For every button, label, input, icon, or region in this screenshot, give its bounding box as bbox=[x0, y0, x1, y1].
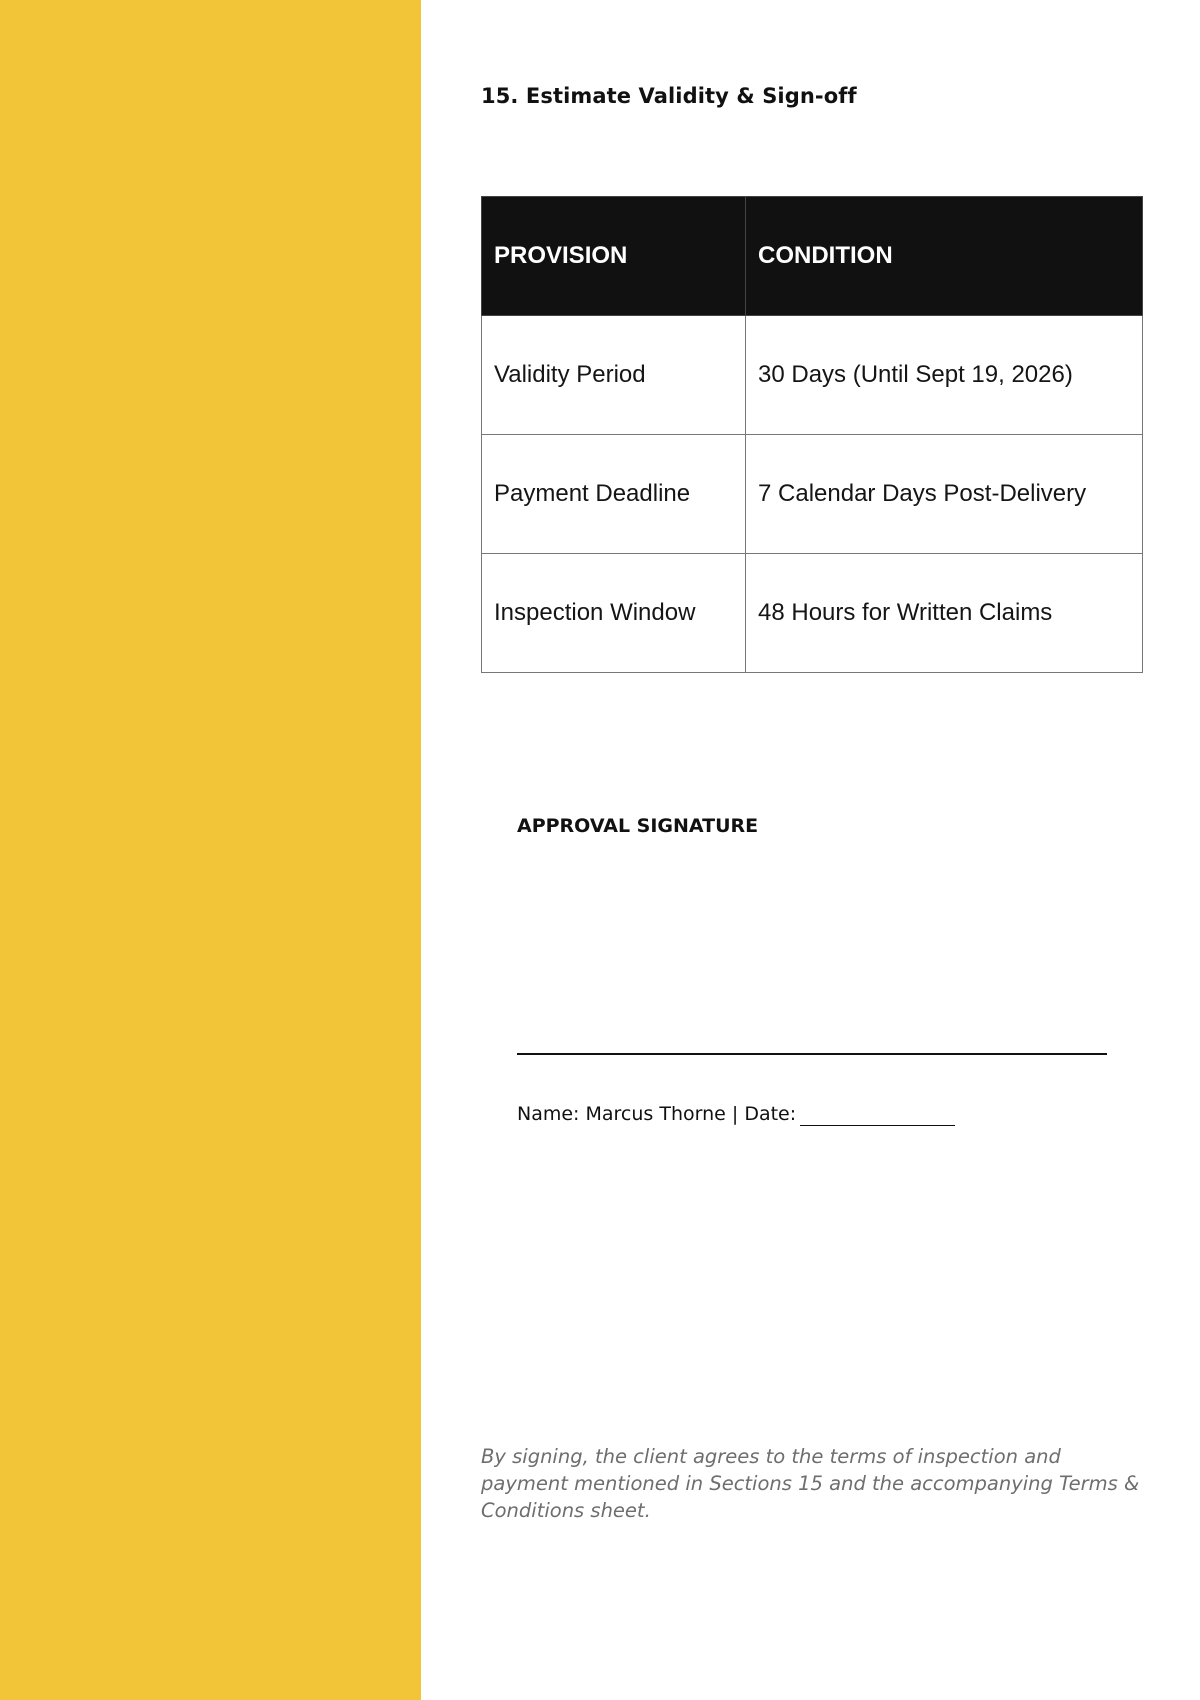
signature-line bbox=[517, 1053, 1107, 1055]
provision-cell: Inspection Window bbox=[482, 554, 746, 673]
condition-cell: 30 Days (Until Sept 19, 2026) bbox=[746, 316, 1143, 435]
header-condition: CONDITION bbox=[746, 197, 1143, 316]
page-content bbox=[481, 0, 1142, 1700]
signature-name-line bbox=[517, 1103, 955, 1126]
approval-signature-label: APPROVAL SIGNATURE bbox=[517, 815, 759, 837]
section-title: 15. Estimate Validity & Sign-off bbox=[481, 84, 857, 108]
condition-cell: 48 Hours for Written Claims bbox=[746, 554, 1143, 673]
footnote: By signing, the client agrees to the terms of inspection and payment mentioned in Sections 15 and the accompanying Terms & Conditions sheet. bbox=[481, 1445, 1140, 1522]
provision-cell: Validity Period bbox=[482, 316, 746, 435]
provision-cell: Payment Deadline bbox=[482, 435, 746, 554]
table-row bbox=[482, 435, 1143, 554]
date-blank-line bbox=[800, 1103, 955, 1126]
yellow-sidebar bbox=[0, 0, 421, 1700]
header-provision: PROVISION bbox=[482, 197, 746, 316]
signature-name-text: Name: Marcus Thorne | Date: bbox=[517, 1103, 797, 1125]
terms-table bbox=[481, 196, 1143, 673]
table-header-row bbox=[482, 197, 1143, 316]
table-row bbox=[482, 554, 1143, 673]
table-row bbox=[482, 316, 1143, 435]
condition-cell: 7 Calendar Days Post-Delivery bbox=[746, 435, 1143, 554]
